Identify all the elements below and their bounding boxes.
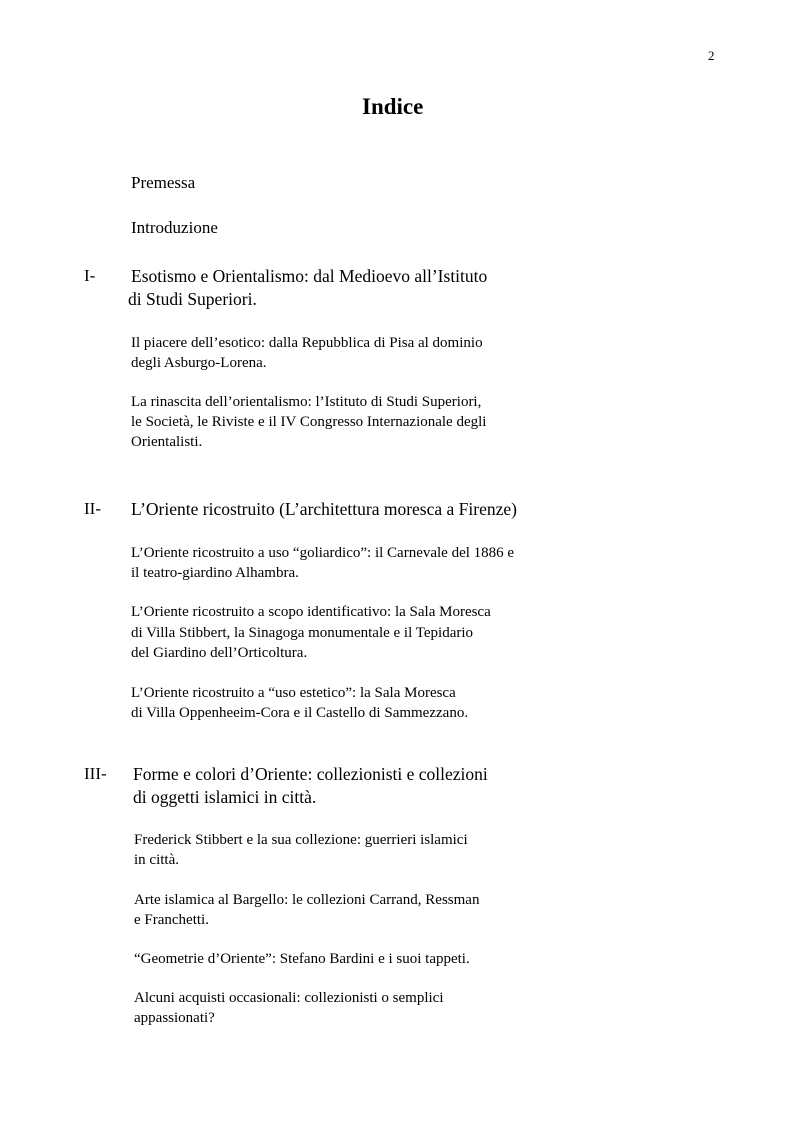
section-line[interactable]: degli Asburgo-Lorena. <box>131 355 267 371</box>
chapter-title-line[interactable]: L’Oriente ricostruito (L’architettura moresca a Firenze) <box>131 499 517 519</box>
section-line[interactable]: del Giardino dell’Orticoltura. <box>131 645 308 661</box>
section-line[interactable]: in città. <box>134 852 179 868</box>
section-line[interactable]: e Franchetti. <box>134 912 209 928</box>
toc-entry-premessa[interactable]: Premessa <box>131 173 196 192</box>
section-line[interactable]: Orientalisti. <box>131 434 203 450</box>
section-line[interactable]: “Geometrie d’Oriente”: Stefano Bardini e i suoi tappeti. <box>134 951 470 967</box>
section-line[interactable]: il teatro-giardino Alhambra. <box>131 565 299 581</box>
section-line[interactable]: Frederick Stibbert e la sua collezione: guerrieri islamici <box>134 832 468 848</box>
chapter-title-line[interactable]: di oggetti islamici in città. <box>133 787 317 807</box>
chapter-title-line[interactable]: Esotismo e Orientalismo: dal Medioevo all’Istituto <box>131 266 488 286</box>
page-number: 2 <box>708 48 715 63</box>
section-line[interactable]: di Villa Stibbert, la Sinagoga monumentale e il Tepidario <box>131 625 474 641</box>
section-line[interactable]: le Società, le Riviste e il IV Congresso Internazionale degli <box>131 414 487 430</box>
chapter-number: II- <box>84 499 101 518</box>
section-line[interactable]: L’Oriente ricostruito a scopo identificativo: la Sala Moresca <box>131 604 491 620</box>
chapter-number: I- <box>84 266 96 285</box>
chapter-title-line[interactable]: di Studi Superiori. <box>128 289 257 309</box>
section-line[interactable]: Arte islamica al Bargello: le collezioni Carrand, Ressman <box>134 892 480 908</box>
section-line[interactable]: appassionati? <box>134 1010 215 1026</box>
chapter-title-line[interactable]: Forme e colori d’Oriente: collezionisti e collezioni <box>133 764 488 784</box>
chapter-number: III- <box>84 764 107 783</box>
section-line[interactable]: L’Oriente ricostruito a “uso estetico”: la Sala Moresca <box>131 685 456 701</box>
section-line[interactable]: di Villa Oppenheeim-Cora e il Castello di Sammezzano. <box>131 705 469 721</box>
section-line[interactable]: La rinascita dell’orientalismo: l’Istituto di Studi Superiori, <box>131 394 482 410</box>
page-title: Indice <box>362 94 424 119</box>
toc-entry-introduzione[interactable]: Introduzione <box>131 218 218 237</box>
section-line[interactable]: Alcuni acquisti occasionali: collezionisti o semplici <box>134 990 444 1006</box>
section-line[interactable]: L’Oriente ricostruito a uso “goliardico”: il Carnevale del 1886 e <box>131 545 515 561</box>
section-line[interactable]: Il piacere dell’esotico: dalla Repubblica di Pisa al dominio <box>131 335 483 351</box>
